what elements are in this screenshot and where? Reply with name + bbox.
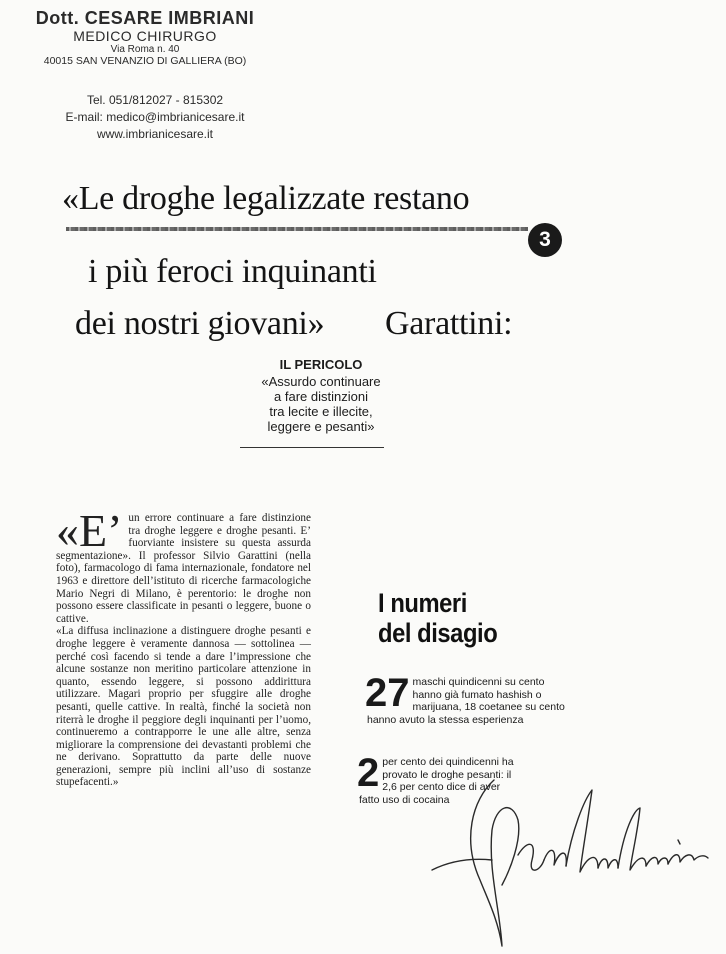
pull-quote-line: tra lecite e illecite, <box>269 404 373 419</box>
numbers-title <box>378 588 554 648</box>
headline-line-2: i più feroci inquinanti <box>88 253 377 290</box>
pull-quote-heading: IL PERICOLO <box>279 357 363 372</box>
pull-quote-line: leggere e pesanti» <box>267 419 375 434</box>
letterhead <box>20 8 270 68</box>
street-address: Via Roma n. 40 <box>110 44 180 55</box>
doctor-title: MEDICO CHIRURGO <box>73 28 217 44</box>
numbers-title-line-2: del disagio <box>378 618 498 648</box>
headline-line-3: dei nostri giovani» <box>75 305 325 342</box>
statistic-1-number: 27 <box>365 671 410 715</box>
pull-quote-line: «Assurdo continuare <box>261 374 381 389</box>
pull-quote-rule <box>240 447 384 448</box>
headline-speaker: Garattini: <box>385 305 513 342</box>
page-number-badge: 3 <box>528 223 562 257</box>
article-body <box>56 505 311 789</box>
statistic-2-text: per cento dei quindicenni ha provato le droghe pesanti: il 2,6 per cento dice di aver fatto uso di cocaina <box>359 756 514 806</box>
doctor-name: Dott. CESARE IMBRIANI <box>35 8 255 28</box>
statistic-1 <box>365 671 567 726</box>
city-address: 40015 SAN VENANZIO DI GALLIERA (BO) <box>43 55 247 67</box>
statistic-1-text: maschi quindicenni su cento hanno già fumato hashish o marijuana, 18 coetanee su cento hanno avuto la stessa esperienza <box>367 676 565 726</box>
phone-number: Tel. 051/812027 - 815302 <box>86 93 224 107</box>
article-paragraph-1: un errore continuare a fare distinzione tra droghe leggere e droghe pesanti. E’ fuorviante insistere su questa assurda segmentazione». Il professor Silvio Garattini (nella foto), farmacologo di fama internazionale, fondatore nel 1963 e direttore dell’istituto di ricerche farmacologiche Mario Negri di Milano, è perentorio: le droghe non possono essere classificate in pesanti o leggere, buone o cattive. <box>56 512 311 625</box>
handwritten-signature <box>402 760 722 950</box>
headline-underline <box>66 227 528 231</box>
pull-quote <box>230 357 412 434</box>
numbers-title-line-1: I numeri <box>378 588 467 618</box>
statistic-2-number: 2 <box>357 751 380 795</box>
article-paragraph-2: «La diffusa inclinazione a distinguere droghe pesanti e droghe leggere è veramente dannosa — sottolinea — perché così facendo si tende a dare l’impressione che alcune sostanze non meritino particolare attenzione in quanto, essendo leggere, si possono addirittura utilizzare. Magari proprio per sfuggire alle droghe pesanti, quelle cattive. In realtà, finché la società non riterrà le droghe il peggiore degli inquinanti per l’uomo, continueremo a contrapporre le une alle altre, senza migliorare la comprensione dei devastanti problemi che ne derivano. Soprattutto da parte delle nuove generazioni, sempre più inclini all’uso di sostanze stupefacenti.» <box>56 625 311 789</box>
letterhead-contacts <box>45 92 265 143</box>
website-address: www.imbrianicesare.it <box>96 127 214 141</box>
headline-line-1: «Le droghe legalizzate restano <box>62 180 470 217</box>
email-address: E-mail: medico@imbrianicesare.it <box>65 110 245 124</box>
pull-quote-line: a fare distinzioni <box>274 389 368 404</box>
article-dropcap: «E’ <box>56 505 123 556</box>
